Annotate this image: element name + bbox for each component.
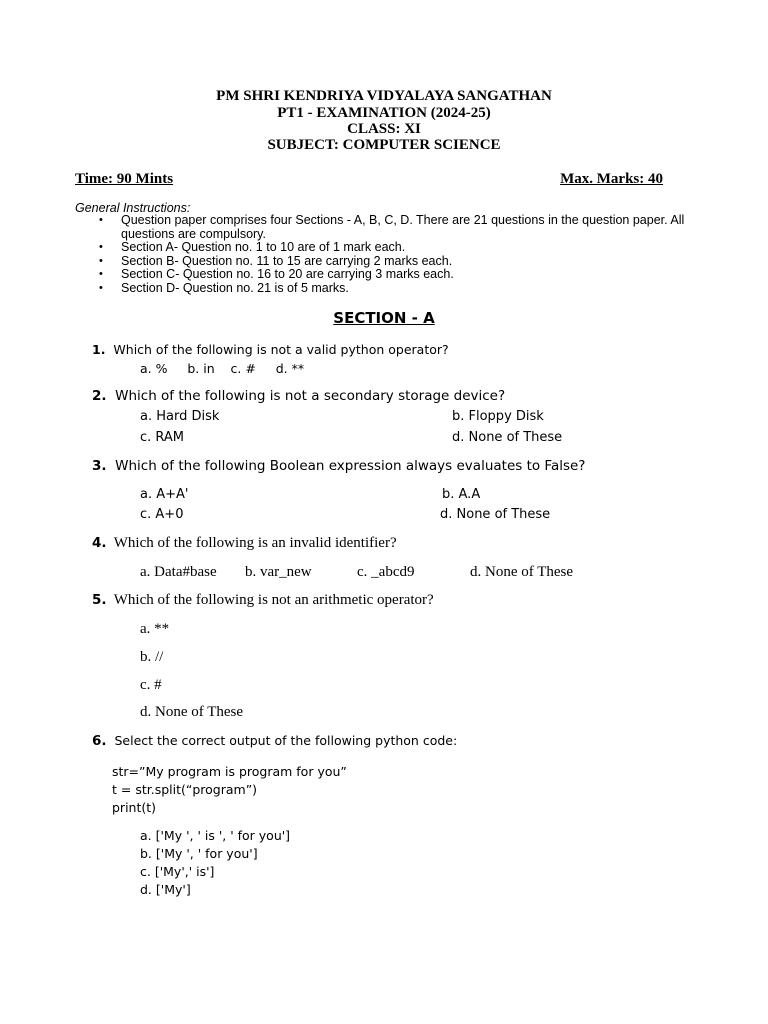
question-1 [92, 342, 449, 357]
option-c: c. _abcd9 [357, 564, 415, 580]
option-d: d. None of These [440, 507, 551, 522]
code-line: str=”My program is program for you” [112, 764, 347, 779]
question-6 [92, 733, 457, 749]
option-c: c. # [230, 361, 256, 376]
question-number: 1. [92, 342, 106, 357]
option-d: d. None of These [140, 704, 244, 720]
time-label: Time: 90 Mints [75, 171, 174, 187]
max-marks-label: Max. Marks: 40 [560, 171, 663, 187]
option-b: b. Floppy Disk [452, 409, 544, 424]
instruction-item: • Section B- Question no. 11 to 15 are carrying 2 marks each. [99, 253, 453, 268]
question-text: Which of the following is not a valid python operator? [113, 342, 449, 357]
option-c: c. ['My',' is'] [140, 864, 215, 879]
instructions-list [75, 214, 695, 296]
bullet-icon: • [99, 214, 103, 226]
question-text: Which of the following is an invalid identifier? [113, 535, 397, 551]
exam-name: PT1 - EXAMINATION (2024-25) [277, 105, 491, 121]
option-b: b. // [140, 649, 164, 665]
option-b: b. ['My ', ' for you'] [140, 846, 258, 861]
instructions-title: General Instructions: [75, 201, 191, 215]
question-4 [92, 535, 397, 552]
option-a: a. Hard Disk [140, 409, 220, 424]
question-text: Which of the following Boolean expression always evaluates to False? [115, 458, 586, 474]
question-text: Which of the following is not a secondary storage device? [115, 388, 506, 404]
question-text: Which of the following is not an arithmetic operator? [113, 592, 434, 608]
instruction-item: • Question paper comprises four Sections - A, B, C, D. There are 21 questions in the question paper. All questions are compulsory. [99, 213, 685, 241]
question-number: 4. [92, 535, 107, 551]
school-name: PM SHRI KENDRIYA VIDYALAYA SANGATHAN [216, 88, 552, 104]
question-5 [92, 592, 434, 609]
option-d: d. ['My'] [140, 882, 191, 897]
option-a: a. A+A' [140, 487, 189, 502]
option-c: c. # [140, 677, 162, 693]
option-a: a. % [140, 361, 168, 376]
option-d: d. None of These [470, 564, 574, 580]
option-c: c. RAM [140, 430, 185, 445]
instruction-item: • Section C- Question no. 16 to 20 are carrying 3 marks each. [99, 267, 454, 282]
question-number: 6. [92, 733, 107, 749]
option-a: a. Data#base [140, 564, 217, 580]
instruction-item: • Section A- Question no. 1 to 10 are of 1 mark each. [99, 240, 406, 255]
option-b: b. A.A [442, 487, 481, 502]
question-number: 3. [92, 458, 107, 474]
bullet-icon: • [99, 281, 103, 294]
option-a: a. ** [140, 621, 170, 637]
subject-label: SUBJECT: COMPUTER SCIENCE [267, 137, 501, 153]
bullet-icon: • [99, 268, 103, 281]
question-1-options [140, 361, 304, 376]
bullet-icon: • [99, 254, 103, 267]
option-c: c. A+0 [140, 507, 184, 522]
instruction-item: • Section D- Question no. 21 is of 5 marks. [99, 280, 349, 295]
question-3 [92, 458, 585, 474]
question-number: 5. [92, 592, 107, 608]
question-number: 2. [92, 388, 107, 404]
question-6-options [140, 827, 290, 899]
code-line: t = str.split(“program”) [112, 782, 258, 797]
question-2 [92, 388, 505, 404]
option-d: d. ** [275, 361, 305, 376]
question-text: Select the correct output of the following python code: [114, 733, 458, 748]
code-line: print(t) [112, 800, 157, 815]
option-d: d. None of These [452, 430, 563, 445]
class-label: CLASS: XI [347, 121, 421, 137]
option-b: b. var_new [245, 564, 312, 580]
code-block [112, 763, 347, 817]
bullet-icon: • [99, 241, 103, 254]
section-a-title: SECTION - A [333, 309, 435, 327]
option-b: b. in [187, 361, 215, 376]
option-a: a. ['My ', ' is ', ' for you'] [140, 828, 291, 843]
time-marks-line [75, 171, 663, 188]
